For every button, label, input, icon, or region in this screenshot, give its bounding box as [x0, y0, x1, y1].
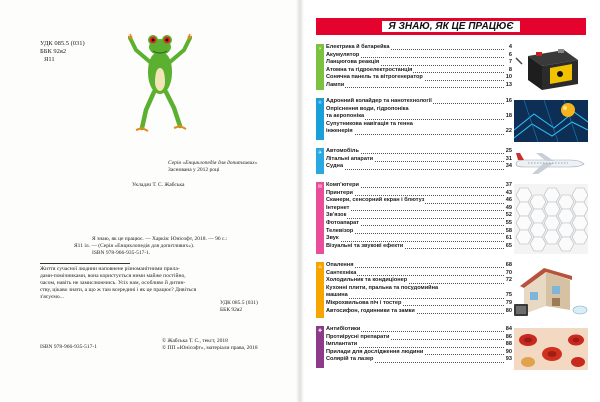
car-icon: ✈: [317, 150, 323, 156]
toc-item[interactable]: Акумулятор 6: [326, 51, 512, 58]
honeycomb-icon: [514, 184, 588, 254]
toc-item[interactable]: Автосифон, годинники та замки 80: [326, 307, 512, 314]
toc-item[interactable]: Літальні апарати 31: [326, 155, 512, 162]
toc-section-digital: [316, 182, 590, 254]
toc-item[interactable]: Фотоапарат 55: [326, 219, 512, 226]
citation-line-2: Я11 іл. — (Серія «Енциклопедія для допитливих»).: [74, 243, 195, 249]
airplane-icon: [516, 153, 584, 174]
toc-item[interactable]: Сантехніка 70: [326, 269, 512, 276]
toc-item[interactable]: Мікрохвильова піч і тостер 79: [326, 299, 512, 306]
toc-header-text: Я ЗНАЮ, ЯК ЦЕ ПРАЦЮЄ: [382, 21, 519, 32]
toc-item[interactable]: Імплантати 88: [326, 341, 512, 348]
series-line-1: Серія «Енциклопедія для допитливих»: [168, 160, 258, 166]
annotation-text: [40, 266, 262, 301]
bbk-top: ББК 92я2: [40, 48, 67, 55]
toc-section-energy: [316, 44, 590, 90]
bbk-bottom: ББК 92я2: [220, 307, 243, 313]
annotation-line: з'ясуємо...: [40, 294, 64, 300]
frog-illustration: [128, 28, 192, 132]
honeycomb-illustration: [514, 184, 588, 254]
lightning-icon: ⚡: [318, 46, 322, 52]
toc-item[interactable]: Антибіотики 84: [326, 326, 512, 332]
toc-item[interactable]: Опалення 68: [326, 262, 512, 268]
toc-item[interactable]: Протиірусні препарати 86: [326, 333, 512, 340]
series-line-2: Заснована у 2012 році: [168, 167, 220, 173]
toc-item[interactable]: Сканери, сенсорний екран і блютуз 46: [326, 197, 512, 204]
annotation-line: часом, навіть не замислюючись. Усіх нам, особливо й дитин-: [40, 280, 186, 286]
toc-item[interactable]: Кухонні плити, пральна та посудомийна: [326, 284, 439, 291]
toc-list: [326, 148, 512, 171]
catalog-code: Я11: [44, 56, 55, 63]
annotation-line: Життя сучасної людини наповнене різноманітними прила-: [40, 266, 180, 272]
nanotech-illustration: [514, 100, 588, 142]
toc-item[interactable]: Атомна та гідроелектростанція 8: [326, 66, 512, 73]
toc-list: [326, 326, 512, 364]
toc-item[interactable]: Опріснення води, гідропоніка: [326, 105, 409, 112]
section-color-band: [316, 262, 324, 318]
house-icon: ⌂: [318, 264, 322, 270]
toc-item[interactable]: Комп'ютери 37: [326, 182, 512, 188]
toc-item[interactable]: та аеропоніка 18: [326, 113, 512, 120]
airplane-illustration: [514, 150, 588, 176]
nanotech-icon: [514, 100, 588, 142]
toc-section-home: [316, 262, 590, 318]
toc-item[interactable]: Солярій та лазер 93: [326, 356, 512, 363]
book-gutter: [296, 0, 304, 402]
toc-item[interactable]: Судна 34: [326, 163, 512, 170]
pill-icon: ✚: [317, 328, 323, 334]
toc-item[interactable]: Принтери 43: [326, 189, 512, 196]
toc-item[interactable]: Холодильник та кондиціонер 72: [326, 277, 512, 284]
toc-item[interactable]: Зв'язок 52: [326, 212, 512, 219]
toc-section-transport: [316, 148, 590, 174]
compiler-line: Укладач Т. С. Жабська: [132, 182, 185, 188]
frog-icon: [128, 34, 192, 131]
toc-section-medicine: [316, 326, 590, 368]
toc-item[interactable]: Автомобіль 25: [326, 148, 512, 154]
toc-item[interactable]: Прилади для дослідження людини 90: [326, 348, 512, 355]
divider-line: [40, 263, 130, 264]
section-color-band: [316, 182, 324, 254]
toc-item[interactable]: Ланцюгова реакція 7: [326, 59, 512, 66]
copyright-line-1: © Жабська Т. С., текст, 2018: [162, 338, 228, 344]
blood-cells-icon: [514, 328, 588, 370]
toc-header: [316, 18, 586, 35]
annotation-line: дами-помічниками, вона користується ними майже постійно,: [40, 273, 186, 279]
toc-list: [326, 262, 512, 315]
citation-line-1: Я знаю, як це працює. — Харків: Юнісофт, 2018. — 96 с.:: [92, 236, 228, 242]
toc-list: [326, 182, 512, 250]
blood-cells-illustration: [514, 328, 588, 370]
toc-item[interactable]: Лампи 13: [326, 81, 512, 88]
house-cutaway-icon: [514, 268, 587, 316]
annotation-line: ству, цікаво знати, а що ж там всередині і як це працює? Дивіться: [40, 287, 197, 293]
copyright-line-2: © ПП «Юнісофт», матеріали права, 2018: [162, 345, 258, 351]
isbn-bottom: ISBN 978-966-935-517-1: [40, 344, 97, 350]
toc-section-science: [316, 98, 590, 140]
computer-icon: ✉: [317, 184, 323, 190]
atom-icon: ⚛: [317, 100, 323, 106]
toc-list: [326, 44, 512, 90]
toc-item[interactable]: Звук 61: [326, 235, 512, 242]
toc-item[interactable]: Візуальні та звукові ефекти 65: [326, 242, 512, 249]
toc-item[interactable]: машина 75: [326, 292, 512, 299]
isbn-inline: ISBN 978-966-935-517-1.: [92, 250, 151, 256]
udk-top: УДК 085.5 (031): [40, 40, 85, 47]
udk-bottom: УДК 085.5 (031): [220, 300, 258, 306]
toc-item[interactable]: інженерія 22: [326, 128, 512, 135]
toc-item[interactable]: Електрика й батарейка 4: [326, 44, 512, 50]
toc-item[interactable]: Телевізор 58: [326, 227, 512, 234]
toc-item[interactable]: Сонячна панель та вітрогенератор 10: [326, 74, 512, 81]
battery-icon: [516, 49, 578, 90]
toc-item[interactable]: Адронний колайдер та нанотехнології 16: [326, 98, 512, 104]
toc-item[interactable]: Супутникова навігація та генна: [326, 120, 413, 127]
toc-list: [326, 98, 512, 136]
battery-illustration: [514, 46, 588, 92]
house-illustration: [514, 264, 588, 320]
toc-item[interactable]: Інтернет 49: [326, 204, 512, 211]
